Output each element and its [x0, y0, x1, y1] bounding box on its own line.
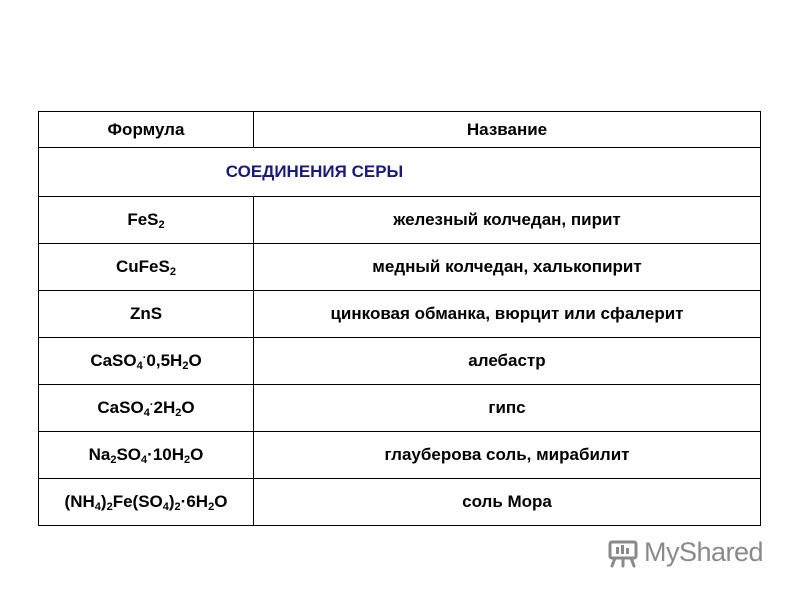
formula-column-header: Формула [39, 112, 254, 148]
name-column-header: Название [254, 112, 761, 148]
table-row [39, 479, 761, 526]
chemical-formula: $(NH_4)_2Fe(SO_4)_2\cdot 6H_2O$ [64, 492, 228, 513]
chemical-formula: CuFeS$_2$ [116, 257, 176, 278]
table-row [39, 338, 761, 385]
formula-cell [39, 338, 254, 385]
compounds-table [38, 111, 761, 526]
table-row [39, 291, 761, 338]
header-row [39, 112, 761, 148]
formula-cell [39, 197, 254, 244]
name-cell: медный колчедан, халькопирит [254, 244, 761, 291]
formula-cell [39, 385, 254, 432]
formula-cell [39, 479, 254, 526]
formula-cell [39, 432, 254, 479]
section-row [39, 148, 761, 197]
table-row [39, 385, 761, 432]
presentation-board-icon [606, 535, 640, 569]
table-row [39, 197, 761, 244]
chemical-formula: $CaSO_4^\cdot 0,5H_2O$ [90, 351, 202, 372]
section-cell [39, 148, 761, 197]
name-cell: железный колчедан, пирит [254, 197, 761, 244]
table-row [39, 432, 761, 479]
table-row [39, 244, 761, 291]
chemical-formula: ZnS [129, 304, 163, 323]
chemical-formula: $Na_2SO_4\cdot 10H_2O$ [88, 445, 204, 466]
name-cell: алебастр [254, 338, 761, 385]
name-cell: глауберова соль, мирабилит [254, 432, 761, 479]
formula-cell [39, 244, 254, 291]
watermark-text: MyShared [644, 536, 764, 567]
name-cell: цинковая обманка, вюрцит или сфалерит [254, 291, 761, 338]
name-cell: гипс [254, 385, 761, 432]
chemical-formula: FeS$_2$ [127, 210, 165, 231]
name-cell: соль Мора [254, 479, 761, 526]
chemical-formula: $CaSO_4^\cdot 2H_2O$ [97, 398, 195, 419]
section-title: СОЕДИНЕНИЯ СЕРЫ [225, 162, 404, 181]
myshared-watermark [606, 535, 763, 569]
formula-cell [39, 291, 254, 338]
